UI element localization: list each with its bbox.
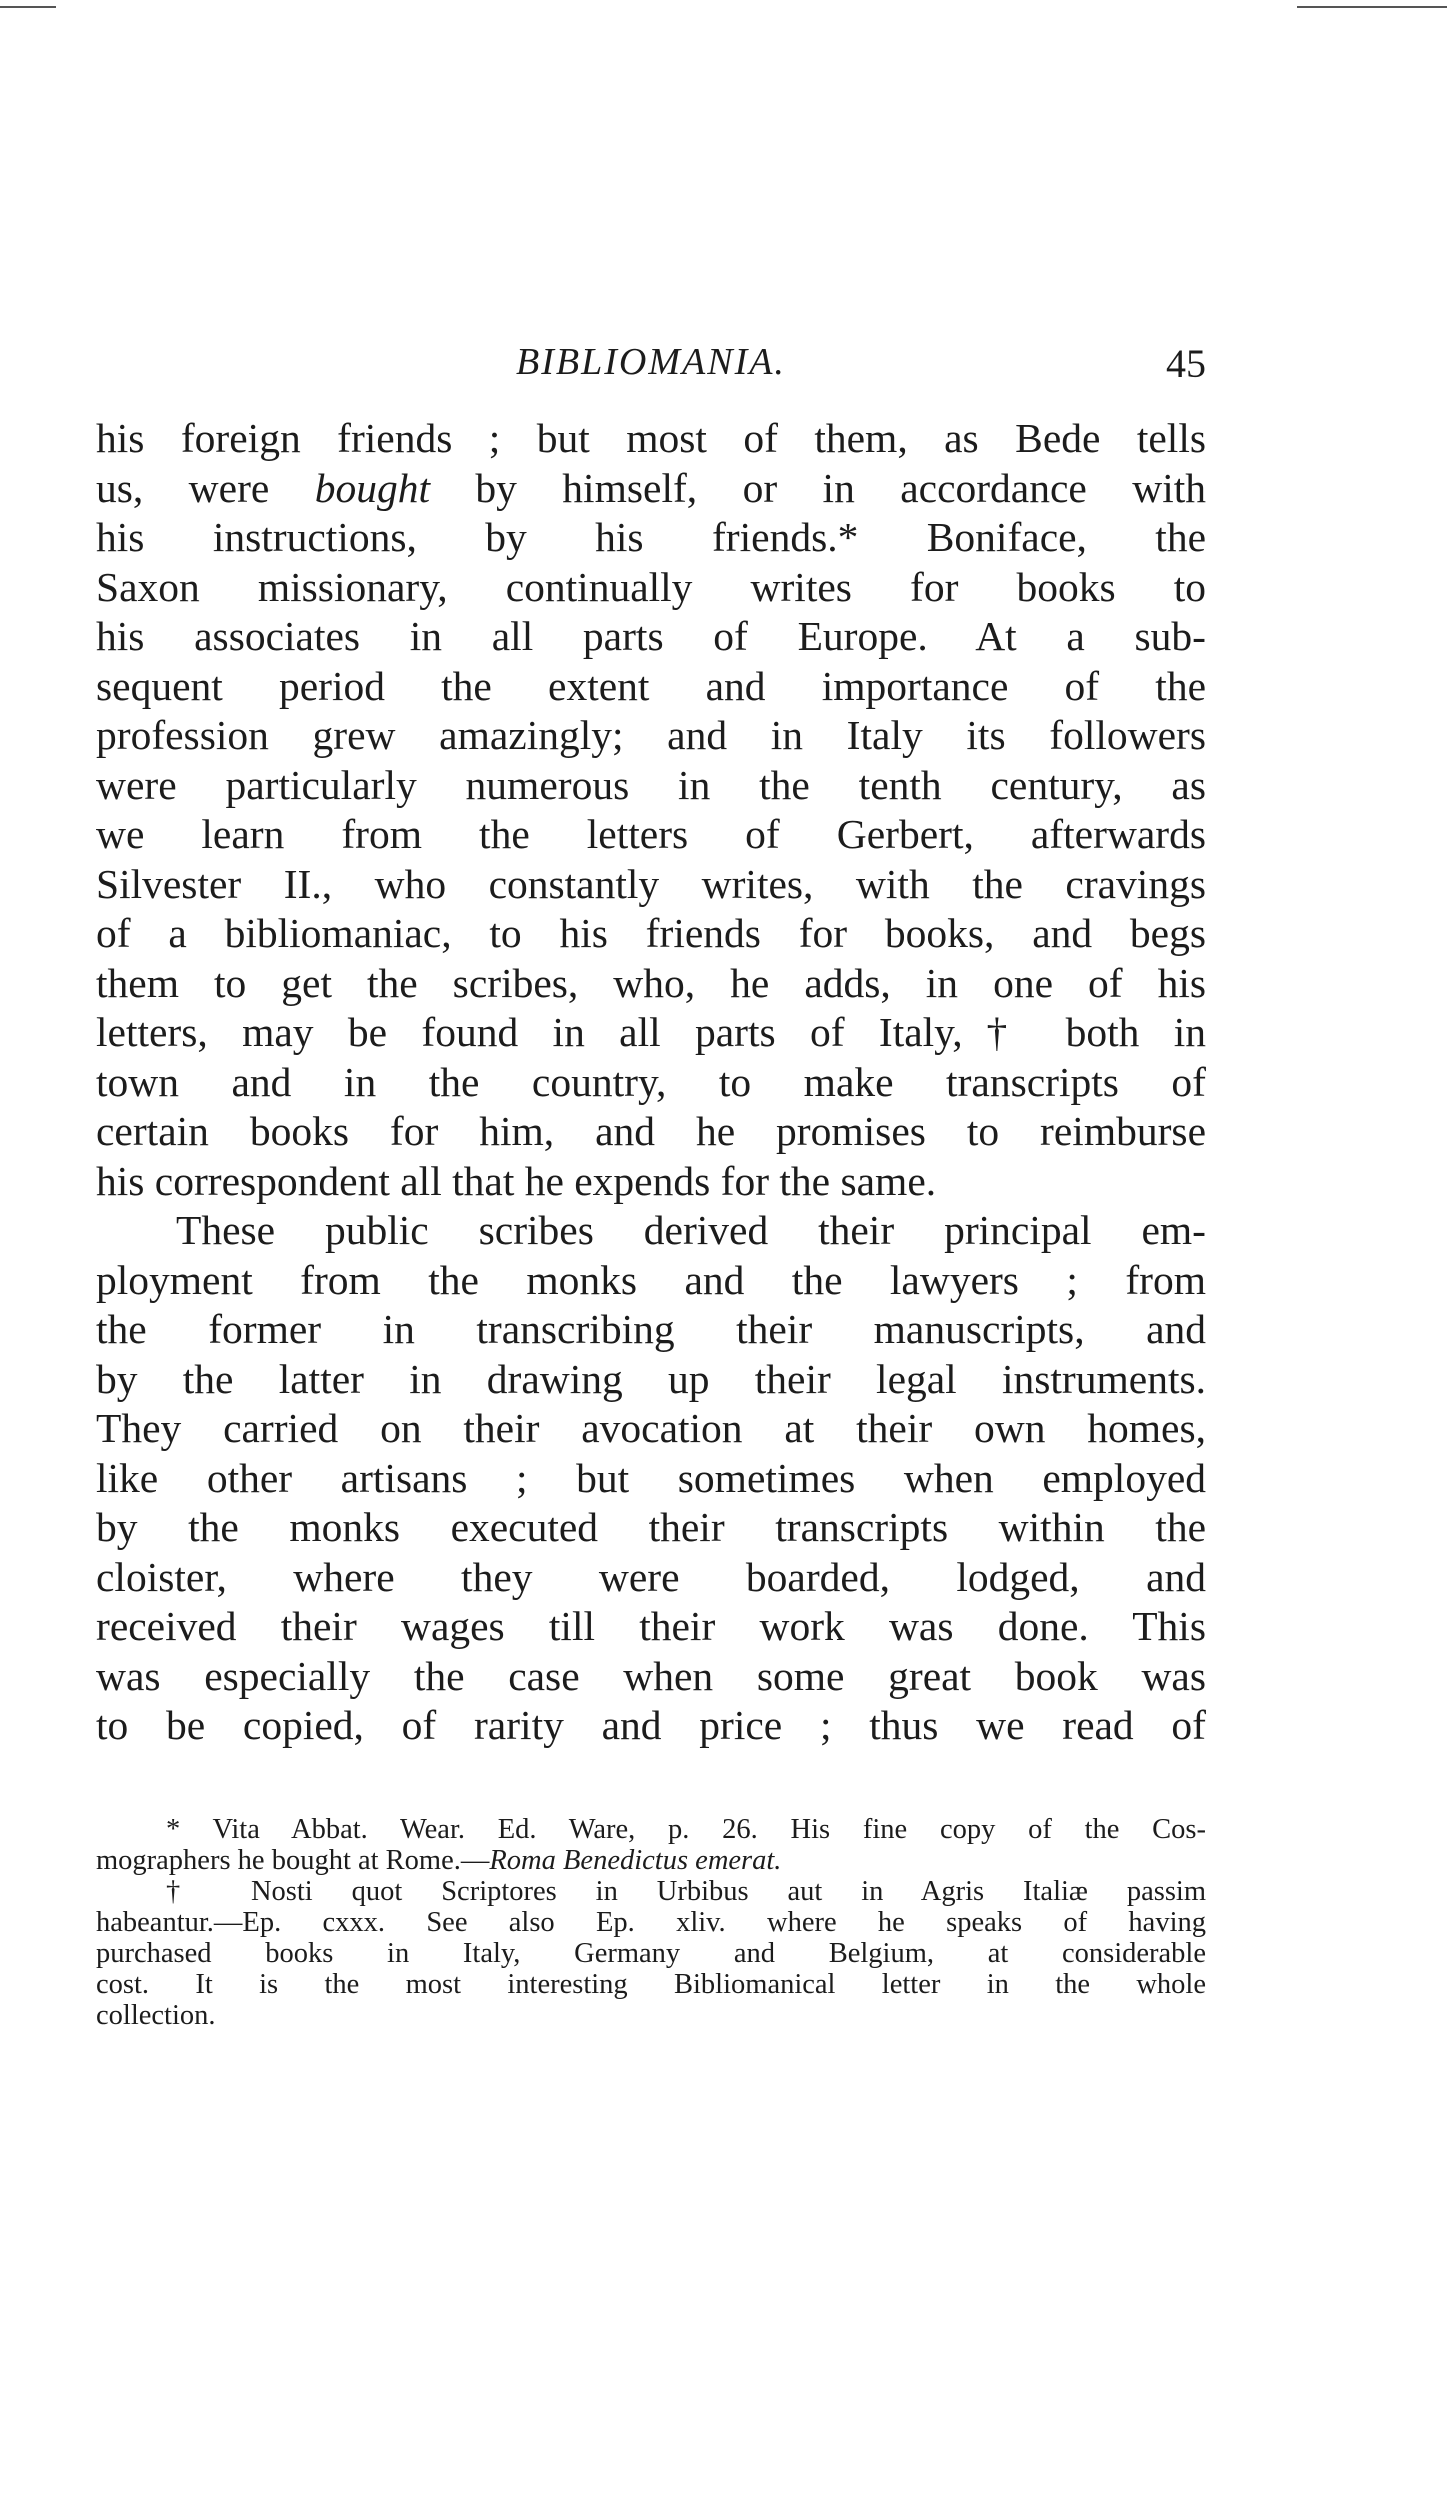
text-line: They carried on their avocation at their own homes, bbox=[96, 1405, 1206, 1451]
footnote-line: mographers he bought at Rome.—Roma Benedictus emerat. bbox=[96, 1845, 782, 1876]
body-text bbox=[96, 414, 1206, 1751]
page-header bbox=[96, 332, 1206, 392]
text-line: his associates in all parts of Europe. At a sub- bbox=[96, 613, 1206, 659]
footnotes bbox=[96, 1814, 1206, 2031]
text-line: Silvester II., who constantly writes, with the cravings bbox=[96, 860, 1206, 907]
footnote-line: * Vita Abbat. Wear. Ed. Ware, p. 26. His fine copy of the Cos- bbox=[166, 1814, 1206, 1845]
text-line: his instructions, by his friends.* Boniface, the bbox=[96, 514, 1206, 560]
text-line: cloister, where they were boarded, lodged, and bbox=[96, 1553, 1206, 1600]
text-line: of a bibliomaniac, to his friends for books, and begs bbox=[96, 910, 1206, 956]
footnote-line: purchased books in Italy, Germany and Belgium, at considerable bbox=[96, 1938, 1206, 1969]
paragraph-1 bbox=[96, 414, 1206, 1206]
footnote-line: collection. bbox=[96, 2000, 216, 2031]
text-line: received their wages till their work was done. This bbox=[96, 1603, 1206, 1649]
emphasis-bought: bought bbox=[314, 464, 430, 511]
footnote-line: habeantur.—Ep. cxxx. See also Ep. xliv. where he speaks of having bbox=[96, 1907, 1206, 1938]
running-head: BIBLIOMANIA. bbox=[516, 341, 786, 383]
text-line: by the monks executed their transcripts within the bbox=[96, 1504, 1206, 1550]
text-line: like other artisans ; but sometimes when employed bbox=[96, 1454, 1206, 1501]
text-line: to be copied, of rarity and price ; thus we read of bbox=[96, 1702, 1206, 1748]
text-line: was especially the case when some great book was bbox=[96, 1652, 1206, 1699]
text-line: These public scribes derived their principal em- bbox=[176, 1207, 1206, 1253]
top-right-edge-rule bbox=[1297, 6, 1447, 8]
text-line: ployment from the monks and the lawyers ; from bbox=[96, 1256, 1206, 1303]
footnote-asterisk bbox=[96, 1814, 1206, 1876]
paragraph-2 bbox=[96, 1206, 1206, 1751]
top-left-edge-rule bbox=[0, 6, 56, 8]
text-line: sequent period the extent and importance of the bbox=[96, 662, 1206, 709]
text-line: by the latter in drawing up their legal instruments. bbox=[96, 1355, 1206, 1402]
emphasis-roma: Roma Benedictus emerat. bbox=[489, 1845, 782, 1876]
text-line: town and in the country, to make transcripts of bbox=[96, 1058, 1206, 1105]
text-line: we learn from the letters of Gerbert, afterwards bbox=[96, 811, 1206, 857]
text-line: Saxon missionary, continually writes for books to bbox=[96, 563, 1206, 610]
text-line: his foreign friends ; but most of them, as Bede tells bbox=[96, 415, 1206, 461]
text-line: the former in transcribing their manuscripts, and bbox=[96, 1306, 1206, 1352]
text-line: his correspondent all that he expends for the same. bbox=[96, 1157, 937, 1204]
page-number: 45 bbox=[1166, 341, 1206, 386]
footnote-dagger bbox=[96, 1876, 1206, 2031]
text-line: profession grew amazingly; and in Italy its followers bbox=[96, 712, 1206, 758]
text-line: certain books for him, and he promises to reimburse bbox=[96, 1108, 1206, 1154]
text-line: us, were bought by himself, or in accordance with bbox=[96, 464, 1206, 511]
text-line: them to get the scribes, who, he adds, in one of his bbox=[96, 959, 1206, 1006]
text-line: letters, may be found in all parts of Italy,† both in bbox=[96, 1009, 1206, 1055]
text-line: were particularly numerous in the tenth century, as bbox=[96, 761, 1206, 808]
footnote-line: † Nosti quot Scriptores in Urbibus aut in Agris Italiæ passim bbox=[166, 1876, 1206, 1907]
footnote-line: cost. It is the most interesting Bibliomanical letter in the whole bbox=[96, 1969, 1206, 2000]
